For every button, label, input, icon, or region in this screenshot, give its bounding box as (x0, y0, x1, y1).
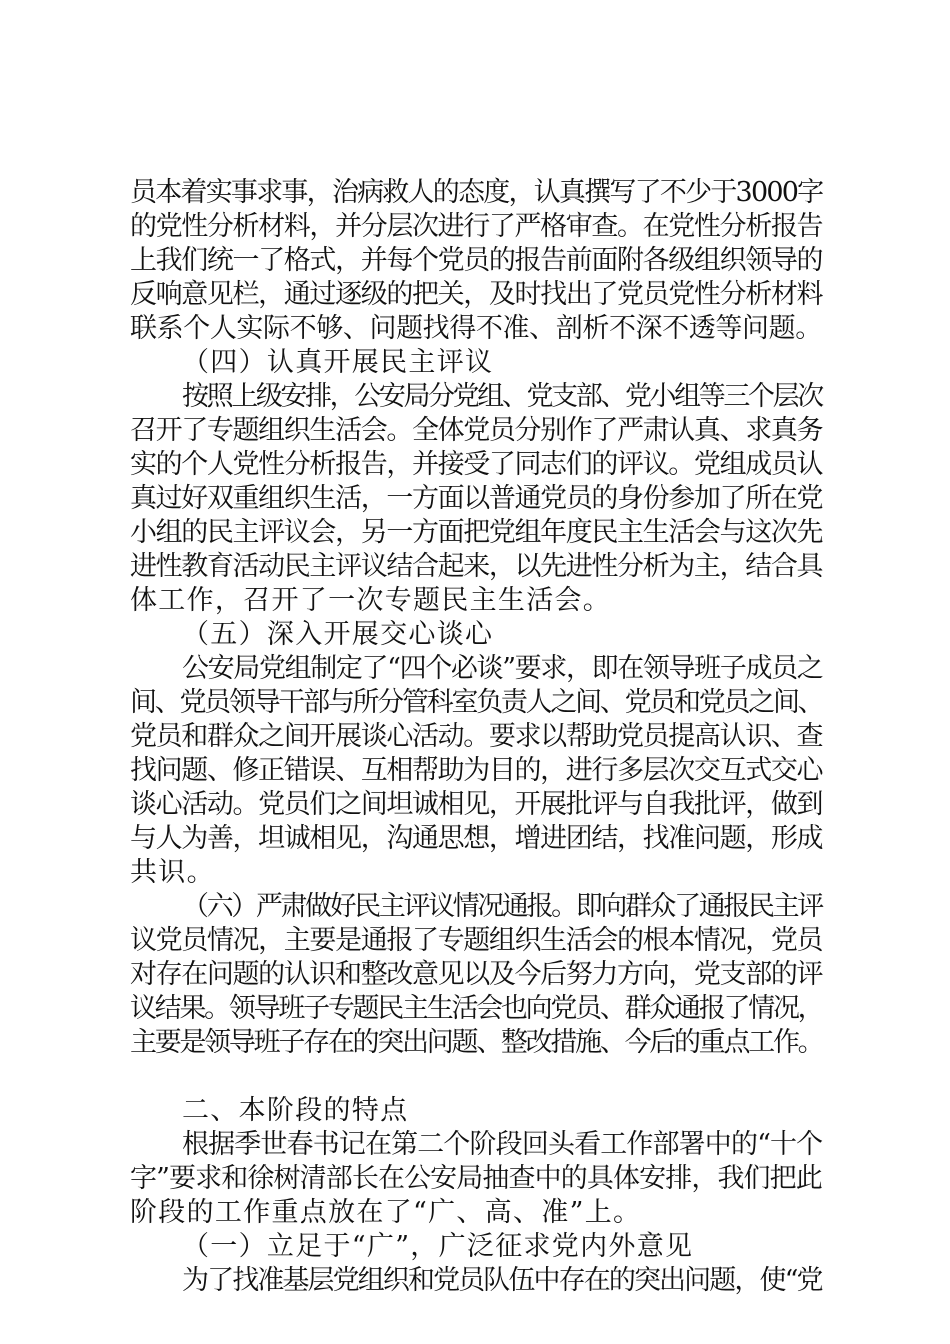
text-line: 主要是领导班子存在的突出问题、整改措施、今后的重点工作。 (130, 1027, 823, 1058)
chapter-heading: 二、本阶段的特点 (182, 1095, 409, 1126)
text-line: 共识。 (130, 857, 215, 888)
section-heading: （六）严肃做好民主评议情况通报。即向群众了通报民主评 (182, 891, 822, 922)
text-line: 实的个人党性分析报告，并接受了同志们的评议。党组成员认 (130, 449, 823, 480)
section-heading: （一）立足于“广”，广泛征求党内外意见 (182, 1231, 694, 1262)
text-line: 间、党员领导干部与所分管科室负责人之间、党员和党员之间、 (130, 687, 823, 718)
text-line: 对存在问题的认识和整改意见以及今后努力方向，党支部的评 (130, 959, 823, 990)
section-heading: （五）深入开展交心谈心 (182, 619, 494, 650)
text-line: 真过好双重组织生活，一方面以普通党员的身份参加了所在党 (130, 483, 823, 514)
text-line: 议党员情况，主要是通报了专题组织生活会的根本情况，党员 (130, 925, 823, 956)
text-line: 体工作，召开了一次专题民主生活会。 (130, 585, 612, 616)
text-line: 小组的民主评议会，另一方面把党组年度民主生活会与这次先 (130, 517, 823, 548)
text-line: 找问题、修正错误、互相帮助为目的，进行多层次交互式交心 (130, 755, 823, 786)
text-line: 党员和群众之间开展谈心活动。要求以帮助党员提高认识、查 (130, 721, 823, 752)
text-line: 谈心活动。党员们之间坦诚相见，开展批评与自我批评，做到 (130, 789, 823, 820)
text-line: 联系个人实际不够、问题找得不准、剖析不深不透等问题。 (130, 313, 822, 344)
text-line: 上我们统一了格式，并每个党员的报告前面附各级组织领导的 (130, 245, 823, 276)
paragraph-first-line: 按照上级安排，公安局分党组、党支部、党小组等三个层次 (182, 381, 822, 412)
text-line: 字”要求和徐树清部长在公安局抽查中的具体安排，我们把此 (130, 1163, 822, 1194)
text-line: 员本着实事求事，治病救人的态度，认真撰写了不少于3000字 (130, 177, 823, 208)
text-line: 阶段的工作重点放在了“广、高、准”上。 (130, 1197, 642, 1228)
paragraph-first-line: 为了找准基层党组织和党员队伍中存在的突出问题，使“党 (182, 1265, 822, 1296)
text-line: 召开了专题组织生活会。全体党员分别作了严肃认真、求真务 (130, 415, 823, 446)
text-line: 的党性分析材料，并分层次进行了严格审查。在党性分析报告 (130, 211, 823, 242)
text-line: 议结果。领导班子专题民主生活会也向党员、群众通报了情况， (130, 993, 823, 1024)
text-line: 进性教育活动民主评议结合起来，以先进性分析为主，结合具 (130, 551, 823, 582)
paragraph-first-line: 公安局党组制定了“四个必谈”要求，即在领导班子成员之 (182, 653, 823, 684)
text-line: 反响意见栏，通过逐级的把关，及时找出了党员党性分析材料 (130, 279, 823, 310)
paragraph-first-line: 根据季世春书记在第二个阶段回头看工作部署中的“十个 (182, 1129, 823, 1160)
text-line: 与人为善，坦诚相见，沟通思想，增进团结，找准问题，形成 (130, 823, 823, 854)
section-heading: （四）认真开展民主评议 (182, 347, 494, 378)
